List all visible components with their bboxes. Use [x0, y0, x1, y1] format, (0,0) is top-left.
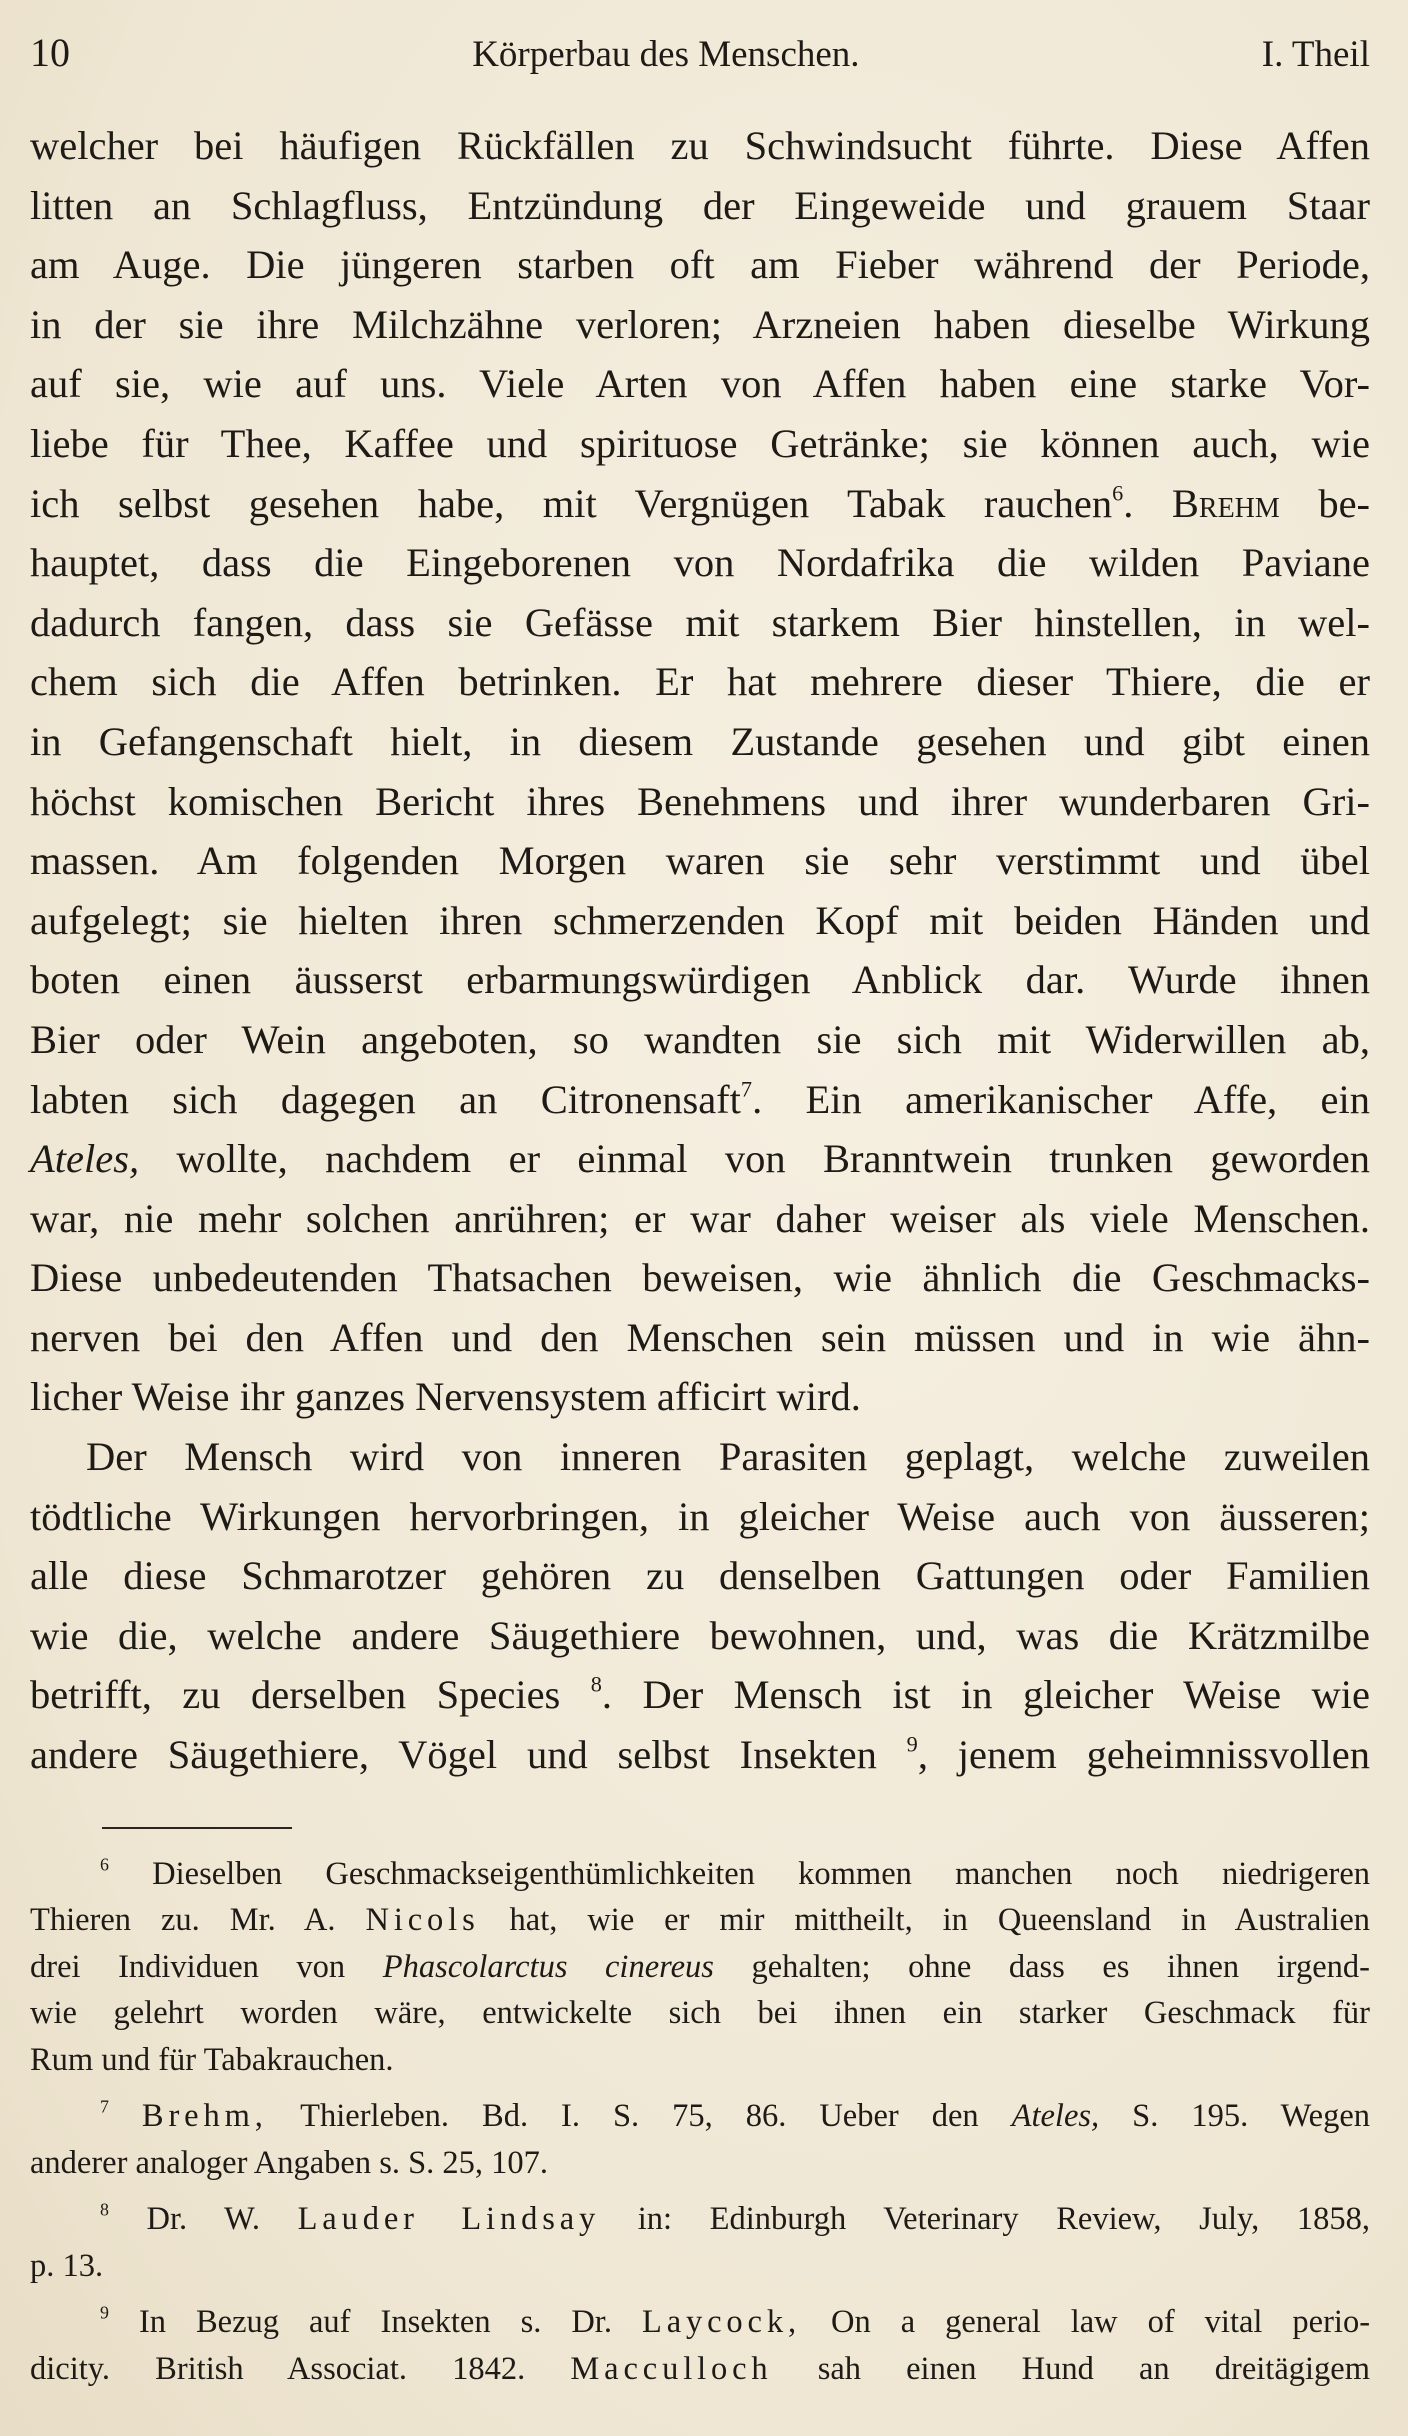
- text-line: betrifft, zu derselben Species $^8$. Der Mensch ist in gleicher Weise wie: [30, 1671, 1370, 1718]
- footnote-line: wie gelehrt worden wäre, entwickelte sich bei ihnen ein starker Geschmack für: [30, 1995, 1370, 2032]
- footnote-line: [30, 1897, 1370, 1944]
- footnote-line: [30, 1851, 1370, 1898]
- text-segment: drei Individuen von: [30, 1948, 346, 1985]
- footnote-9: [30, 2299, 1370, 2392]
- person-name: Laycock,: [641, 2304, 801, 2341]
- text-line: licher Weise ihr ganzes Nervensystem afficirt wird.: [30, 1374, 861, 1420]
- footnote-ref: 9: [906, 1731, 918, 1757]
- species-name: Phascolarctus cinereus: [382, 1948, 714, 1985]
- text-segment: Der Mensch ist in gleicher Weise wie: [642, 1672, 1370, 1718]
- footnote-ref: 6: [1112, 479, 1124, 505]
- footnote-rule: [102, 1827, 292, 1829]
- text-line: tödtliche Wirkungen hervorbringen, in gleicher Weise auch von äusseren;: [30, 1493, 1370, 1539]
- footnote-line: [30, 1944, 1370, 1991]
- genus-name: Ateles,: [1011, 2098, 1100, 2135]
- text-line: war, nie mehr solchen anrühren; er war daher weiser als viele Menschen.: [30, 1195, 1370, 1241]
- footnote-ref: 7: [740, 1075, 753, 1101]
- text-segment: andere Säugethiere, Vögel und selbst Insekten: [30, 1732, 877, 1778]
- text-line: massen. Am folgenden Morgen waren sie sehr verstimmt und übel: [30, 838, 1370, 884]
- page-number: 10: [30, 30, 70, 75]
- text-line: labten sich dagegen an Citronensaft$^7$. Ein amerikanischer Affe, ein: [30, 1075, 1370, 1122]
- text-line: liebe für Thee, Kaffee und spirituose Getränke; sie können auch, wie: [30, 420, 1370, 466]
- footnote-number: 7: [100, 2096, 109, 2117]
- text-line: dadurch fangen, dass sie Gefässe mit starkem Bier hinstellen, in wel-: [30, 599, 1370, 645]
- text-line: nerven bei den Affen und den Menschen sein müssen und in wie ähn-: [30, 1314, 1370, 1360]
- text-segment: Dr. W.: [146, 2201, 260, 2238]
- text-line: wie die, welche andere Säugethiere bewohnen, und, was die Krätzmilbe: [30, 1612, 1370, 1658]
- text-segment: gehalten; ohne dass es ihnen irgend-: [751, 1948, 1370, 1985]
- running-title: Körperbau des Menschen.: [472, 34, 860, 75]
- footnote-number: 6: [100, 1854, 109, 1875]
- footnote-8: [30, 2196, 1370, 2289]
- footnote-line: [30, 2299, 1370, 2346]
- text-line: in Gefangenschaft hielt, in diesem Zustande gesehen und gibt einen: [30, 718, 1370, 764]
- text-line: chem sich die Affen betrinken. Er hat mehrere dieser Thiere, die er: [30, 659, 1370, 705]
- footnote-line: anderer analoger Angaben s. S. 25, 107.: [30, 2144, 549, 2181]
- text-line: auf sie, wie auf uns. Viele Arten von Affen haben eine starke Vor-: [30, 361, 1370, 407]
- text-line: höchst komischen Bericht ihres Benehmens und ihrer wunderbaren Gri-: [30, 778, 1370, 824]
- text-segment: hat, wie er mir mittheilt, in Queensland in Australien: [509, 1902, 1371, 1939]
- text-line: litten an Schlagfluss, Entzündung der Eingeweide und grauem Staar: [30, 182, 1370, 228]
- footnote-number: 9: [100, 2302, 109, 2323]
- text-line: alle diese Schmarotzer gehören zu denselben Gattungen oder Familien: [30, 1553, 1370, 1599]
- person-name: Macculloch: [570, 2350, 773, 2387]
- text-line: welcher bei häufigen Rückfällen zu Schwindsucht führte. Diese Affen: [30, 123, 1370, 168]
- text-segment: jenem geheimnissvollen: [957, 1732, 1371, 1778]
- footnote-line: [30, 2093, 1370, 2140]
- text-segment: dicity. British Associat. 1842.: [30, 2350, 526, 2387]
- footnote-line: p. 13.: [30, 2247, 104, 2284]
- text-segment: betrifft, zu derselben Species: [30, 1672, 561, 1718]
- text-line: andere Säugethiere, Vögel und selbst Insekten $^9$, jenem geheimnissvollen: [30, 1731, 1371, 1778]
- text-line: Bier oder Wein angeboten, so wandten sie sich mit Widerwillen ab,: [30, 1016, 1370, 1062]
- text-line: boten einen äusserst erbarmungswürdigen Anblick dar. Wurde ihnen: [30, 957, 1370, 1003]
- text-segment: Thieren zu. Mr. A.: [30, 1902, 336, 1939]
- footnote-6: [30, 1851, 1370, 2084]
- text-segment: in: Edinburgh Veterinary Review, July, 1858,: [637, 2201, 1371, 2238]
- footnote-7: [30, 2093, 1370, 2186]
- genus-name: Ateles,: [30, 1136, 140, 1182]
- text-line: am Auge. Die jüngeren starben oft am Fieber während der Periode,: [30, 242, 1370, 288]
- footnote-line: [30, 2196, 1370, 2243]
- person-name: Nicols: [365, 1902, 480, 1939]
- text-segment: Thierleben. Bd. I. S. 75, 86. Ueber den: [300, 2098, 979, 2135]
- footnote-number: 8: [100, 2199, 109, 2220]
- author-name: Brehm: [1171, 480, 1280, 526]
- footnote-ref: 8: [590, 1671, 602, 1697]
- text-segment: On a general law of vital perio-: [830, 2304, 1371, 2341]
- text-segment: Ein amerikanischer Affe, ein: [805, 1076, 1370, 1122]
- text-segment: Dieselben Geschmackseigenthümlichkeiten kommen manchen noch niedrigeren: [152, 1855, 1371, 1892]
- text-line: hauptet, dass die Eingeborenen von Nordafrika die wilden Paviane: [30, 540, 1370, 586]
- main-text: [30, 116, 1370, 1785]
- text-line: ich selbst gesehen habe, mit Vergnügen Tabak rauchen$^6$. Brehm be-: [30, 479, 1371, 526]
- running-header: [30, 28, 1370, 80]
- text-line: [30, 1129, 1370, 1189]
- footnote-line: Rum und für Tabakrauchen.: [30, 2041, 394, 2078]
- person-name: Brehm,: [141, 2098, 268, 2135]
- text-line: Diese unbedeutenden Thatsachen beweisen, wie ähnlich die Geschmacks-: [30, 1255, 1370, 1301]
- part-label: I. Theil: [1261, 34, 1370, 75]
- text-segment: wollte, nachdem er einmal von Branntwein trunken geworden: [176, 1136, 1371, 1182]
- text-line: in der sie ihre Milchzähne verloren; Arzneien haben dieselbe Wirkung: [30, 301, 1370, 347]
- person-name: Lauder Lindsay: [297, 2201, 601, 2238]
- text-segment: labten sich dagegen an Citronensaft: [30, 1076, 741, 1122]
- text-segment: ich selbst gesehen habe, mit Vergnügen Tabak rauchen: [30, 480, 1113, 526]
- footnote-line: [30, 2346, 1370, 2393]
- text-segment: S. 195. Wegen: [1132, 2098, 1371, 2135]
- text-segment: sah einen Hund an dreitägigem: [817, 2350, 1370, 2387]
- text-line: aufgelegt; sie hielten ihren schmerzenden Kopf mit beiden Händen und: [30, 897, 1370, 943]
- text-segment: be-: [1318, 480, 1371, 526]
- text-segment: In Bezug auf Insekten s. Dr.: [138, 2304, 612, 2341]
- text-line: Der Mensch wird von inneren Parasiten geplagt, welche zuweilen: [86, 1434, 1370, 1480]
- footnotes: [30, 1851, 1370, 2393]
